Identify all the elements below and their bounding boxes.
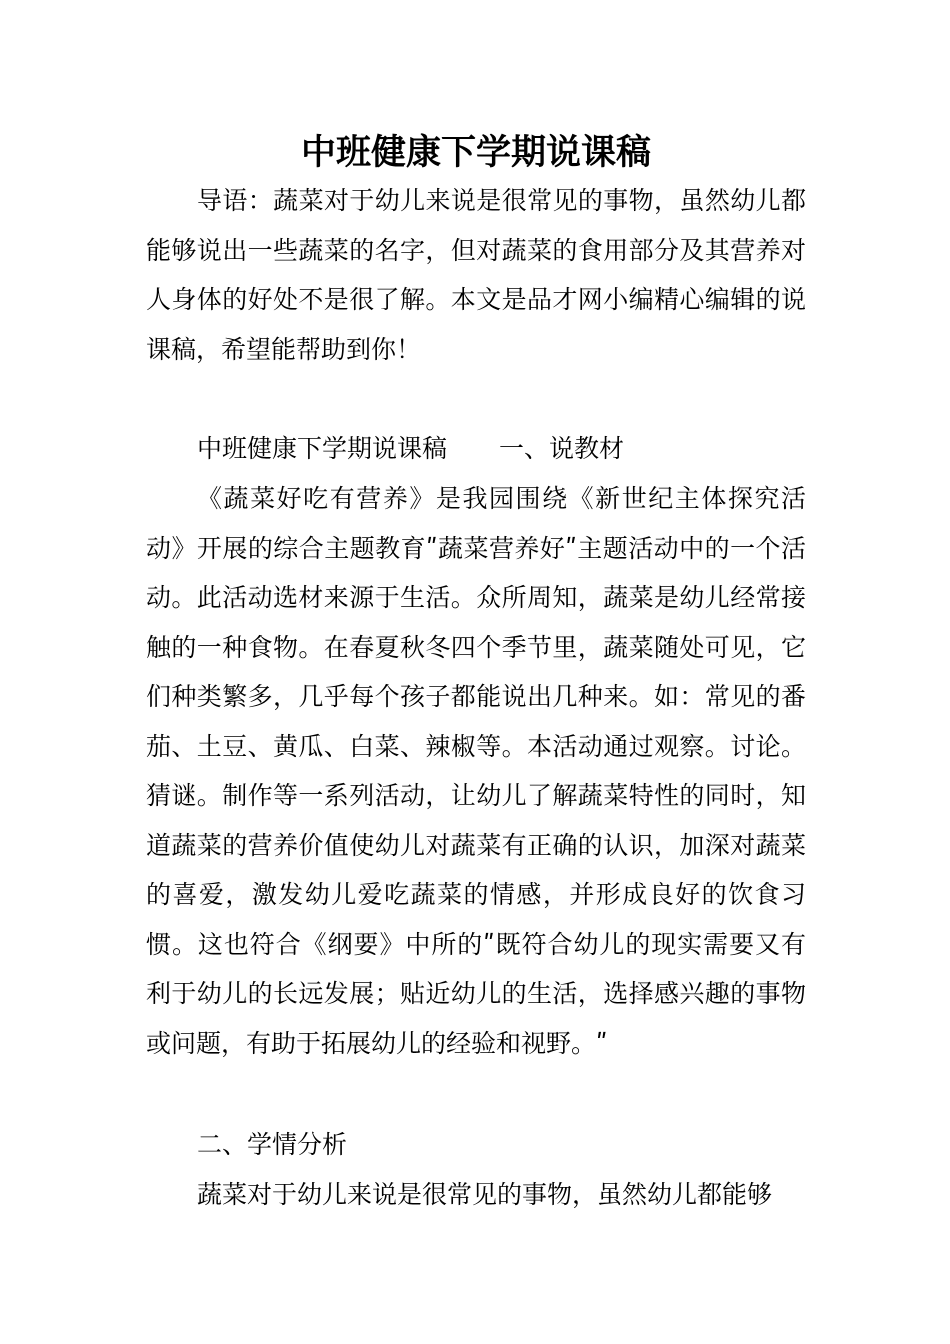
section1-title: 中班健康下学期说课稿 [197,434,448,463]
section1-paragraph: 《蔬菜好吃有营养》是我园围绕《新世纪主体探究活动》开展的综合主题教育ʺ蔬菜营养好ʺ主题活动中的一个活动。此活动选材来源于生活。众所周知，蔬菜是幼儿经常接触的一种食物。在春夏秋冬四个季节里，蔬菜随处可见，它们种类繁多，几乎每个孩子都能说出几种来。如：常见的番茄、土豆、黄瓜、白菜、辣椒等。本活动通过观察。讨论。猜谜。制作等一系列活动，让幼儿了解蔬菜特性的同时，知道蔬菜的营养价值使幼儿对蔬菜有正确的认识，加深对蔬菜的喜爱，激发幼儿爱吃蔬菜的情感，并形成良好的饮食习惯。这也符合《纲要》中所的ʺ既符合幼儿的现实需要又有利于幼儿的长远发展；贴近幼儿的生活，选择感兴趣的事物或问题，有助于拓展幼儿的经验和视野。ʺ [146,484,806,1058]
section2-heading: 二、学情分析 [197,1130,348,1159]
section1-heading: 一、说教材 [499,434,625,463]
section2-paragraph: 蔬菜对于幼儿来说是很常见的事物，虽然幼儿都能够 [197,1180,773,1209]
intro-paragraph: 导语：蔬菜对于幼儿来说是很常见的事物，虽然幼儿都能够说出一些蔬菜的名字，但对蔬菜的食用部分及其营养对人身体的好处不是很了解。本文是品才网小编精心编辑的说课稿，希望能帮助到你！ [146,186,806,364]
page-title: 中班健康下学期说课稿 [300,132,651,173]
section1-heading-line [146,424,806,474]
